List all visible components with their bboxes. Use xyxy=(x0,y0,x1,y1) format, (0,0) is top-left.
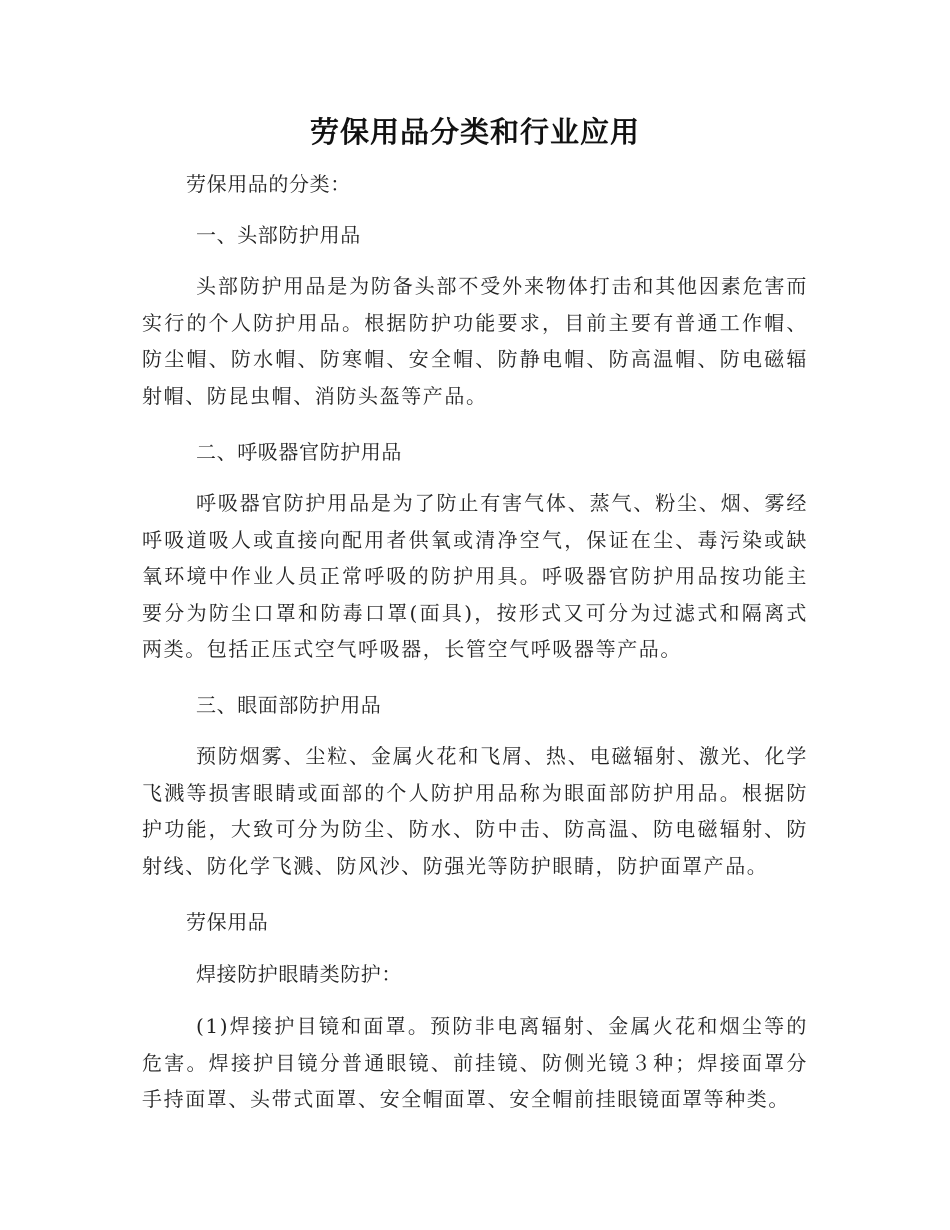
section-heading-respiratory: 二、呼吸器官防护用品 xyxy=(196,440,402,464)
welding-body: (1)焊接护目镜和面罩。预防非电离辐射、金属火花和烟尘等的危害。焊接护目镜分普通眼镜、前挂镜、防侧光镜３种；焊接面罩分手持面罩、头带式面罩、安全帽面罩、安全帽前挂眼镜面罩等种类。 xyxy=(142,1014,808,1111)
section-body-respiratory: 呼吸器官防护用品是为了防止有害气体、蒸气、粉尘、烟、雾经呼吸道吸人或直接向配用者供氧或清净空气，保证在尘、毒污染或缺氧环境中作业人员正常呼吸的防护用具。呼吸器官防护用品按功能主要分为防尘口罩和防毒口罩(面具)，按形式又可分为过滤式和隔离式两类。包括正压式空气呼吸器，长管空气呼吸器等产品。 xyxy=(142,491,808,661)
document-title: 劳保用品分类和行业应用 xyxy=(309,115,640,149)
section-body-head: 头部防护用品是为防备头部不受外来物体打击和其他因素危害而实行的个人防护用品。根据防护功能要求，目前主要有普通工作帽、防尘帽、防水帽、防寒帽、安全帽、防静电帽、防高温帽、防电磁辐射帽、防昆虫帽、消防头盔等产品。 xyxy=(142,274,808,408)
intro-text: 劳保用品的分类： xyxy=(186,172,351,196)
section-heading-head: 一、头部防护用品 xyxy=(196,223,361,247)
welding-heading: 焊接防护眼睛类防护： xyxy=(196,962,402,986)
section-heading-eye-face: 三、眼面部防护用品 xyxy=(196,693,382,717)
section-body-eye-face: 预防烟雾、尘粒、金属火花和飞屑、热、电磁辐射、激光、化学飞溅等损害眼睛或面部的个人防护用品称为眼面部防护用品。根据防护功能，大致可分为防尘、防水、防中击、防高温、防电磁辐射、防射线、防化学飞溅、防风沙、防强光等防护眼睛，防护面罩产品。 xyxy=(142,744,808,878)
subheading-ppe: 劳保用品 xyxy=(186,910,269,934)
